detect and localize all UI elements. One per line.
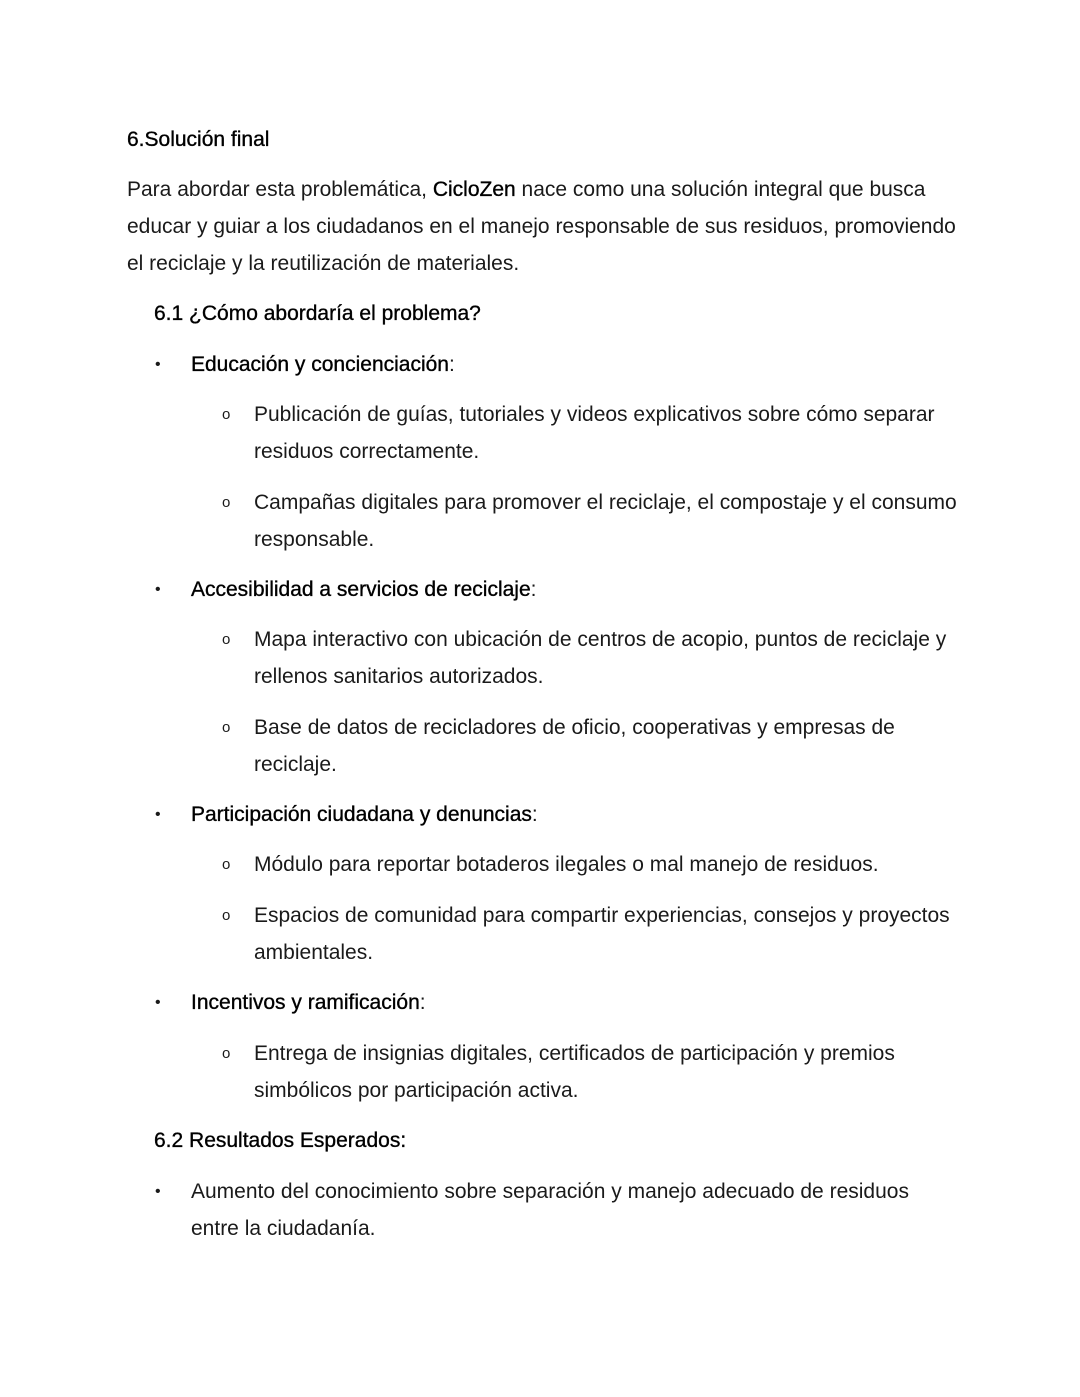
intro-paragraph (127, 171, 957, 282)
sub-bullet-icon: o (222, 631, 231, 648)
brand-name: CicloZen (432, 178, 516, 201)
sub-bullet-icon: o (222, 494, 231, 511)
sub-bullet-icon: o (222, 719, 231, 736)
sub-list-item-text: Base de datos de recicladores de oficio, cooperativas y empresas de reciclaje. (254, 716, 895, 776)
list-item-label: Accesibilidad a servicios de reciclaje: (191, 578, 537, 601)
list-item-text: Aumento del conocimiento sobre separación y manejo adecuado de residuos entre la ciudadanía. (191, 1180, 909, 1240)
bullet-icon: • (155, 806, 161, 823)
list-item-label: Participación ciudadana y denuncias: (191, 803, 538, 826)
list-item-label: Educación y concienciación: (191, 353, 455, 376)
bullet-icon: • (155, 994, 161, 1011)
sub-list-item-text: Entrega de insignias digitales, certificados de participación y premios simbólicos por participación activa. (254, 1042, 895, 1102)
sub-list-item-text: Espacios de comunidad para compartir experiencias, consejos y proyectos ambientales. (254, 904, 950, 964)
subsection-title-approach: 6.1 ¿Cómo abordaría el problema? (154, 302, 481, 325)
bullet-icon: • (155, 581, 161, 598)
intro-text-before: Para abordar esta problemática, (127, 178, 433, 201)
section-title: 6.Solución final (127, 128, 270, 151)
intro-text-after: nace como una solución integral que busca educar y guiar a los ciudadanos en el manejo responsable de sus residuos, promoviendo el reciclaje y la reutilización de materiales. (127, 178, 956, 275)
list-item-label: Incentivos y ramificación: (191, 991, 426, 1014)
sub-bullet-icon: o (222, 856, 231, 873)
sub-list-item-text: Publicación de guías, tutoriales y videos explicativos sobre cómo separar residuos correctamente. (254, 403, 935, 463)
sub-list-item-text: Mapa interactivo con ubicación de centros de acopio, puntos de reciclaje y rellenos sanitarios autorizados. (254, 628, 947, 688)
sub-bullet-icon: o (222, 907, 231, 924)
sub-bullet-icon: o (222, 1045, 231, 1062)
sub-bullet-icon: o (222, 406, 231, 423)
bullet-icon: • (155, 356, 161, 373)
subsection-title-results: 6.2 Resultados Esperados: (154, 1129, 407, 1152)
sub-list-item-text: Módulo para reportar botaderos ilegales o mal manejo de residuos. (254, 853, 879, 876)
bullet-icon: • (155, 1183, 161, 1200)
sub-list-item-text: Campañas digitales para promover el reciclaje, el compostaje y el consumo responsable. (254, 491, 957, 551)
